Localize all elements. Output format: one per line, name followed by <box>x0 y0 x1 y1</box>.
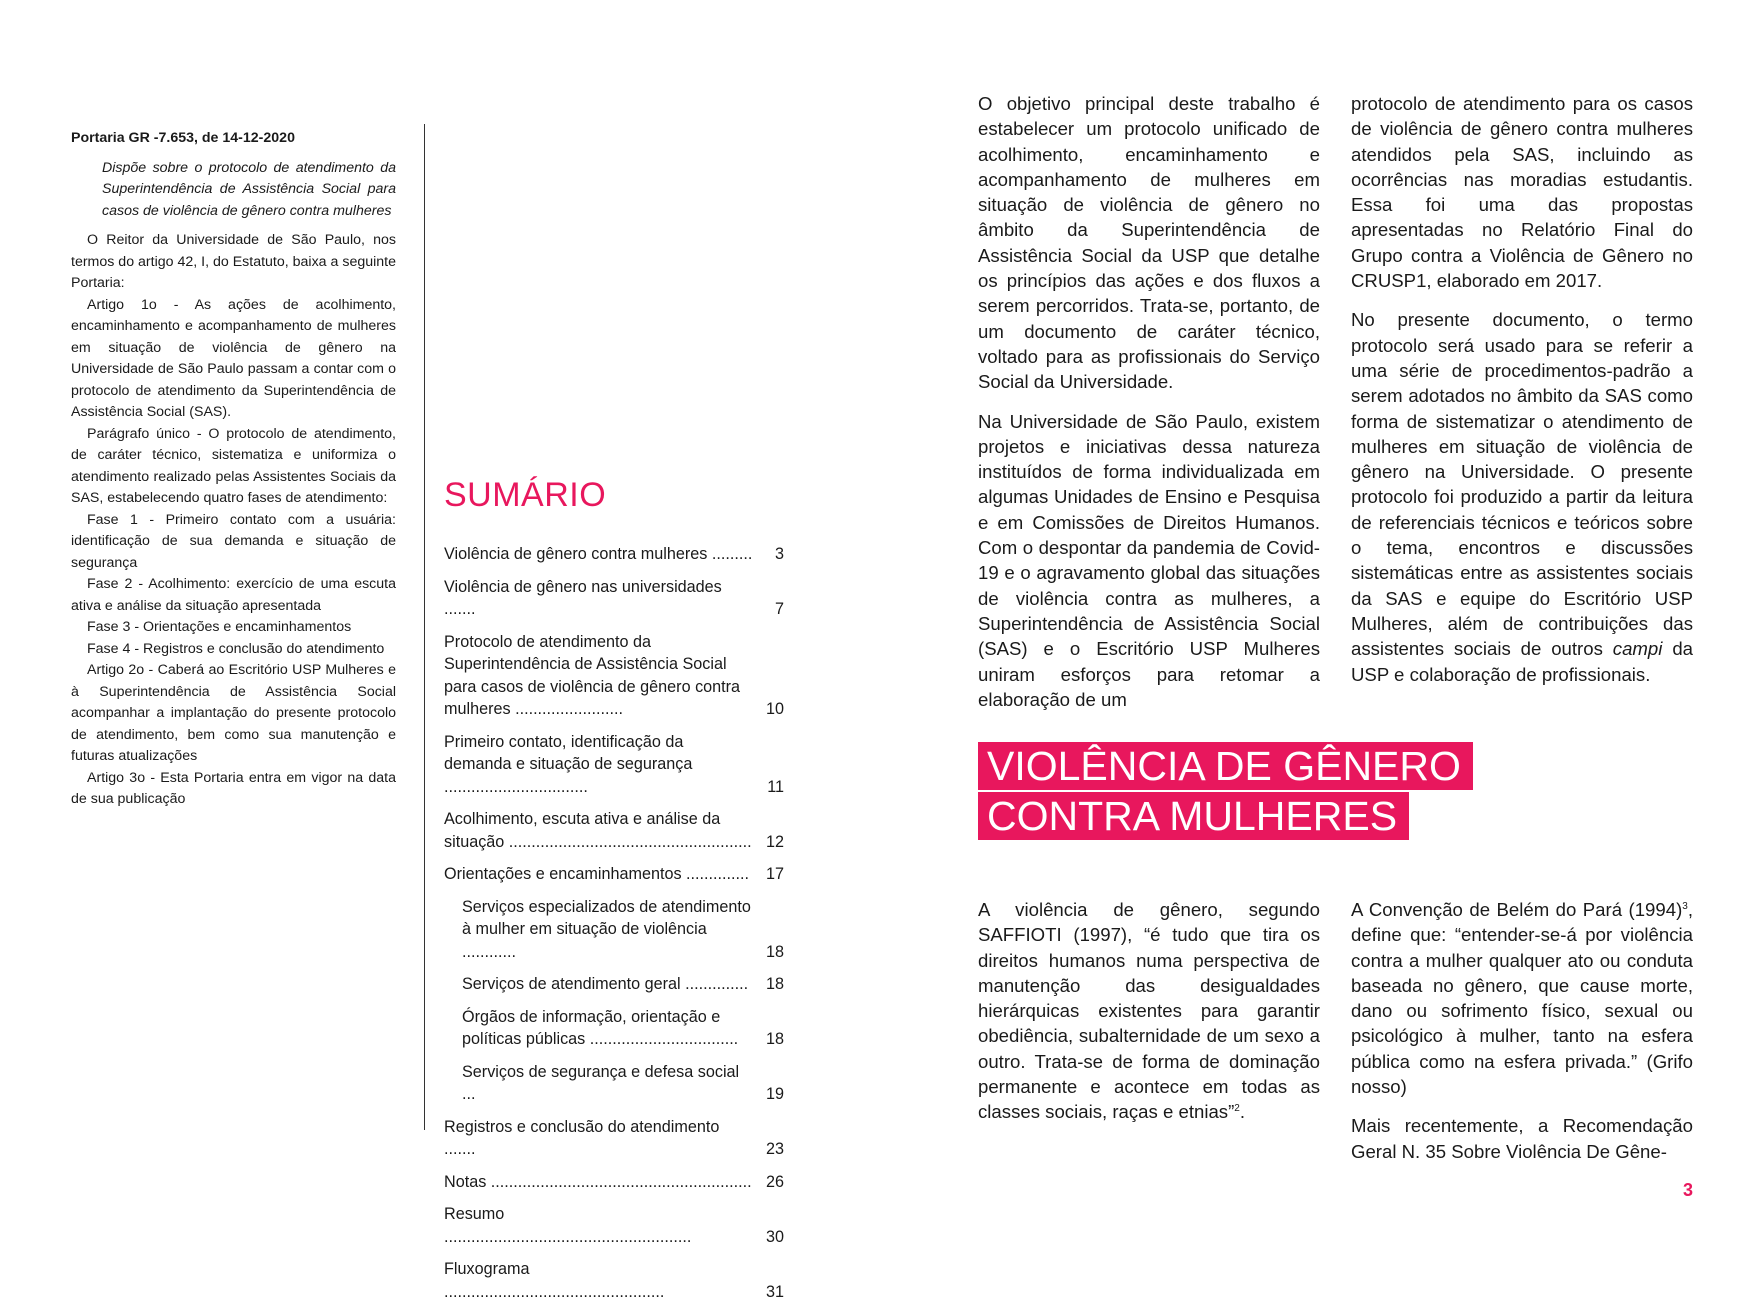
portaria-paragraph: Artigo 2o - Caberá ao Escritório USP Mulheres e à Superintendência de Assistência Social acompanhar a implantação do presente protocolo de atendimento, bem como sua manutenção e futuras atualizações <box>71 662 396 764</box>
toc-item[interactable] <box>444 1203 784 1248</box>
toc-item-text: Violência de gênero nas universidades ....... <box>444 577 722 618</box>
toc-item-text: Violência de gênero contra mulheres ......... <box>444 545 753 563</box>
body-text: da USP e colaboração de profissionais. <box>1351 638 1693 685</box>
toc-item-text: Notas .......................................................... <box>444 1172 752 1191</box>
toc-item-page: 12 <box>765 832 784 851</box>
toc-item[interactable] <box>444 1116 784 1161</box>
toc-item-text: Serviços de segurança e defesa social ... <box>462 1062 740 1103</box>
portaria-ementa: Dispõe sobre o protocolo de atendimento da Superintendência de Assistência Social para casos de violência de gênero contra mulheres <box>102 159 396 219</box>
body-text: . <box>1239 1101 1246 1123</box>
body-paragraph <box>1351 307 1693 686</box>
toc-item-page: 18 <box>765 975 784 993</box>
page-number: 3 <box>1683 1180 1694 1200</box>
portaria-paragraph: Artigo 1o - As ações de acolhimento, encaminhamento e acompanhamento de mulheres em situação de violência de gênero na Universidade de São Paulo passam a contar com o protocolo de atendimento da Superintendência de Assistência Social (SAS). <box>71 296 396 420</box>
intro-column-right <box>1351 91 1693 701</box>
toc-subitem[interactable] <box>444 896 784 964</box>
toc-item-text: Serviços de atendimento geral .............. <box>462 975 749 993</box>
toc-item-text: Acolhimento, escuta ativa e análise da situação ...................................................... <box>444 810 752 851</box>
toc-item[interactable] <box>444 631 784 721</box>
toc-item-page: 26 <box>765 1172 784 1191</box>
toc-item[interactable] <box>444 543 784 566</box>
section-heading-line: VIOLÊNCIA DE GÊNERO <box>978 742 1473 790</box>
sumario-title: SUMÁRIO <box>444 476 607 514</box>
toc-subitem[interactable] <box>444 973 784 996</box>
portaria-block <box>71 128 396 811</box>
toc-item[interactable] <box>444 576 784 621</box>
toc-item[interactable] <box>444 1258 784 1303</box>
portaria-paragraph: O Reitor da Universidade de São Paulo, nos termos do artigo 42, I, do Estatuto, baixa a seguinte Portaria: <box>71 232 396 291</box>
toc-item-page: 31 <box>765 1282 784 1301</box>
section-heading <box>978 742 1473 842</box>
toc-item-page: 11 <box>767 777 784 796</box>
body-paragraph: Na Universidade de São Paulo, existem projetos e iniciativas dessa natureza instituídos de forma individualizada em algumas Unidades de Ensino e Pesquisa e em Comissões de Direitos Humanos. Com o despontar da pandemia de Covid-19 e o agravamento global das situações de violência contra as mulheres, a Superintendência de Assistência Social (SAS) e o Escritório USP Mulheres uniram esforços para retomar a elaboração de um <box>978 410 1320 710</box>
toc-item-text: Orientações e encaminhamentos .............. <box>444 865 750 883</box>
body-text: No presente documento, o termo protocolo será usado para se referir a uma série de procedimentos-padrão a serem adotados no âmbito da SAS como forma de sistematizar o atendimento de mulheres em situação de violência de gênero na Universidade. O presente protocolo foi produzido a partir da leitura de referenciais técnicos e teóricos sobre o tema, encontros e discussões sistemáticas entre as assistentes sociais da SAS e equipe do Escritório USP Mulheres, além de contribuições das assistentes sociais de outros <box>1351 309 1693 660</box>
toc-item[interactable] <box>444 863 784 886</box>
intro-column-left <box>978 91 1320 726</box>
body-text: A violência de gênero, segundo SAFFIOTI (1997), “é tudo que tira os direitos humanos numa perspectiva de manutenção das desigualdades hierárquicas existentes para garantir obediência, subalternidade de um sexo a outro. Trata-se de forma de dominação permanente e acontece em todas as classes sociais, raças e etnias” <box>978 899 1320 1123</box>
toc-item-text: Primeiro contato, identificação da demanda e situação de segurança ................................ <box>444 732 693 796</box>
portaria-title: Portaria GR -7.653, de 14-12-2020 <box>71 130 295 146</box>
toc-subitem[interactable] <box>444 1061 784 1106</box>
section-column-left <box>978 897 1320 1139</box>
toc-item-page: 18 <box>765 1030 784 1048</box>
body-paragraph <box>1351 897 1693 1099</box>
toc-item-page: 3 <box>774 545 784 563</box>
body-paragraph: O objetivo principal deste trabalho é estabelecer um protocolo unificado de acolhimento, encaminhamento e acompanhamento de mulheres em situação de violência de gênero no âmbito da Superintendência de Assistência Social da USP que detalhe os princípios das ações e dos fluxos a serem percorridos. Trata-se, portanto, de um documento de caráter técnico, voltado para as profissionais do Serviço Social da Universidade. <box>978 93 1320 393</box>
toc-item-page: 18 <box>765 942 784 961</box>
toc-item-text: Fluxograma ................................................. <box>444 1260 665 1301</box>
footnote-ref[interactable]: 2 <box>1234 1103 1240 1115</box>
section-column-right <box>1351 897 1693 1178</box>
toc-item-text: Órgãos de informação, orientação e políticas públicas ................................. <box>462 1007 739 1048</box>
portaria-paragraph: Artigo 3o - Esta Portaria entra em vigor na data de sua publicação <box>71 769 396 807</box>
portaria-paragraph: Parágrafo único - O protocolo de atendimento, de caráter técnico, sistematiza e uniformiza o atendimento realizado pelas Assistentes Sociais da SAS, estabelecendo quatro fases de atendimento: <box>71 425 396 506</box>
toc-item[interactable] <box>444 731 784 799</box>
portaria-paragraph: Fase 4 - Registros e conclusão do atendimento <box>87 640 385 657</box>
toc-item-page: 7 <box>774 600 784 618</box>
toc-item-page: 10 <box>765 700 784 718</box>
portaria-paragraph: Fase 1 - Primeiro contato com a usuária: identificação de sua demanda e situação de segurança <box>71 511 396 571</box>
toc-item-text: Protocolo de atendimento da Superintendência de Assistência Social para casos de violência de gênero contra mulheres ........................ <box>444 632 741 718</box>
footnote-ref[interactable]: 3 <box>1682 900 1688 912</box>
toc-item[interactable] <box>444 1171 784 1194</box>
toc-item[interactable] <box>444 808 784 853</box>
italic-term: campi <box>1612 638 1663 660</box>
portaria-paragraph: Fase 3 - Orientações e encaminhamentos <box>87 619 352 635</box>
toc-item-page: 19 <box>765 1085 784 1103</box>
body-paragraph: Mais recentemente, a Recomendação Geral N. 35 Sobre Violência De Gêne- <box>1351 1115 1693 1162</box>
table-of-contents <box>444 543 784 1313</box>
body-text: A Convenção de Belém do Pará (1994) <box>1351 899 1683 920</box>
toc-item-page: 23 <box>765 1140 784 1158</box>
toc-item-page: 17 <box>765 865 784 883</box>
body-paragraph <box>978 897 1320 1125</box>
column-divider <box>424 124 425 1130</box>
toc-item-page: 30 <box>765 1227 784 1246</box>
body-paragraph: protocolo de atendimento para os casos de violência de gênero contra mulheres atendidos pela SAS, incluindo as ocorrências nas moradias estudantis. Essa foi uma das propostas apresentadas no Relatório Final do Grupo contra a Violência de Gênero no CRUSP1, elaborado em 2017. <box>1351 93 1693 292</box>
toc-item-text: Registros e conclusão do atendimento ....... <box>444 1117 720 1158</box>
toc-item-text: Serviços especializados de atendimento à mulher em situação de violência ............ <box>462 897 751 961</box>
body-text: , define que: “entender-se-á por violência contra a mulher qualquer ato ou conduta baseada no gênero, que cause morte, dano ou sofrimento físico, sexual ou psicológico à mulher, tanto na esfera pública como na esfera privada.” (Grifo nosso) <box>1351 899 1693 1098</box>
toc-item-text: Resumo ....................................................... <box>444 1205 692 1246</box>
portaria-paragraph: Fase 2 - Acolhimento: exercício de uma escuta ativa e análise da situação apresentada <box>71 576 396 614</box>
section-heading-line: CONTRA MULHERES <box>978 792 1409 840</box>
toc-subitem[interactable] <box>444 1006 784 1051</box>
